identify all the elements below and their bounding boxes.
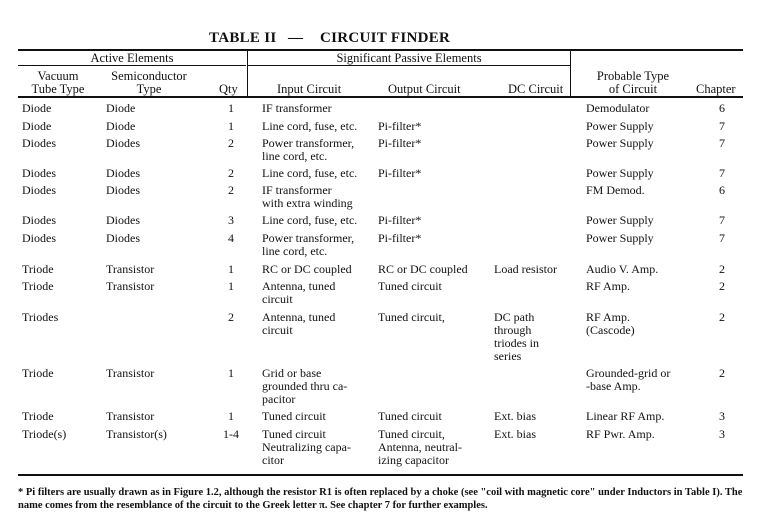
cell-chapter: 7 bbox=[719, 231, 725, 245]
cell-probable: Power Supply bbox=[586, 119, 654, 133]
cell-input: Tuned circuit bbox=[262, 409, 326, 423]
cell-output: Pi-filter* bbox=[378, 213, 422, 227]
cell-vacuum: Triode bbox=[22, 279, 54, 293]
table-number: TABLE II bbox=[209, 30, 277, 46]
cell-semi: Diodes bbox=[106, 231, 140, 245]
cell-output: Tuned circuit, bbox=[378, 310, 445, 324]
cell-dc: Load resistor bbox=[494, 262, 557, 276]
cell-probable: FM Demod. bbox=[586, 183, 645, 197]
cell-qty: 1 bbox=[228, 366, 234, 380]
cell-output: Tuned circuit bbox=[378, 409, 442, 423]
cell-vacuum: Diode bbox=[22, 119, 52, 133]
cell-vacuum: Diodes bbox=[22, 213, 56, 227]
cell-qty: 1 bbox=[228, 101, 234, 115]
cell-chapter: 3 bbox=[719, 409, 725, 423]
cell-chapter: 6 bbox=[719, 101, 725, 115]
cell-input: IF transformer bbox=[262, 101, 332, 115]
cell-qty: 2 bbox=[228, 136, 234, 150]
cell-output: Tuned circuit, Antenna, neutral- izing capacitor bbox=[378, 427, 462, 467]
cell-output: Tuned circuit bbox=[378, 279, 442, 293]
cell-output: RC or DC coupled bbox=[378, 262, 468, 276]
cell-chapter: 2 bbox=[719, 262, 725, 276]
col-output-circuit: Output Circuit bbox=[388, 82, 461, 96]
cell-qty: 2 bbox=[228, 310, 234, 324]
cell-probable: Power Supply bbox=[586, 136, 654, 150]
cell-vacuum: Diodes bbox=[22, 166, 56, 180]
cell-input: IF transformer with extra winding bbox=[262, 183, 353, 210]
passive-right-border bbox=[570, 50, 571, 96]
cell-qty: 1-4 bbox=[223, 427, 239, 441]
cell-qty: 2 bbox=[228, 166, 234, 180]
cell-semi: Transistor(s) bbox=[106, 427, 167, 441]
cell-output: Pi-filter* bbox=[378, 119, 422, 133]
cell-semi: Diode bbox=[106, 101, 136, 115]
cell-dc: Ext. bias bbox=[494, 409, 536, 423]
cell-semi: Diodes bbox=[106, 183, 140, 197]
cell-chapter: 6 bbox=[719, 183, 725, 197]
cell-chapter: 3 bbox=[719, 427, 725, 441]
cell-probable: Demodulator bbox=[586, 101, 650, 115]
cell-vacuum: Triodes bbox=[22, 310, 59, 324]
col-input-circuit: Input Circuit bbox=[277, 82, 342, 96]
cell-qty: 1 bbox=[228, 409, 234, 423]
cell-qty: 1 bbox=[228, 119, 234, 133]
cell-semi: Diodes bbox=[106, 136, 140, 150]
active-elements-header: Active Elements bbox=[90, 51, 174, 65]
cell-probable: Power Supply bbox=[586, 166, 654, 180]
cell-vacuum: Diode bbox=[22, 101, 52, 115]
table-bottom-rule bbox=[18, 474, 743, 476]
cell-semi: Transistor bbox=[106, 366, 155, 380]
passive-group-underline bbox=[248, 65, 570, 66]
cell-semi: Transistor bbox=[106, 409, 155, 423]
cell-vacuum: Triode bbox=[22, 366, 54, 380]
cell-input: Line cord, fuse, etc. bbox=[262, 213, 358, 227]
col-vacuum-tube: Vacuum Tube Type bbox=[31, 69, 85, 96]
cell-chapter: 2 bbox=[719, 310, 725, 324]
cell-input: Grid or base grounded thru ca- pacitor bbox=[262, 366, 348, 406]
cell-probable: Power Supply bbox=[586, 231, 654, 245]
cell-vacuum: Diodes bbox=[22, 136, 56, 150]
table-name: CIRCUIT FINDER bbox=[320, 30, 451, 46]
cell-chapter: 2 bbox=[719, 366, 725, 380]
title-dash: — bbox=[288, 30, 304, 46]
cell-chapter: 7 bbox=[719, 213, 725, 227]
cell-input: Antenna, tuned circuit bbox=[262, 279, 336, 306]
cell-input: Line cord, fuse, etc. bbox=[262, 119, 358, 133]
cell-semi: Transistor bbox=[106, 262, 155, 276]
cell-vacuum: Triode(s) bbox=[22, 427, 67, 441]
cell-input: Power transformer, line cord, etc. bbox=[262, 231, 355, 258]
cell-probable: RF Amp. bbox=[586, 279, 631, 293]
cell-output: Pi-filter* bbox=[378, 231, 422, 245]
cell-probable: RF Pwr. Amp. bbox=[586, 427, 655, 441]
col-qty: Qty bbox=[219, 82, 238, 96]
cell-dc: Ext. bias bbox=[494, 427, 536, 441]
cell-qty: 3 bbox=[228, 213, 234, 227]
cell-probable: Power Supply bbox=[586, 213, 654, 227]
cell-qty: 2 bbox=[228, 183, 234, 197]
cell-input: Antenna, tuned circuit bbox=[262, 310, 336, 337]
cell-probable: Audio V. Amp. bbox=[586, 262, 659, 276]
active-group-underline bbox=[18, 65, 246, 66]
cell-output: Pi-filter* bbox=[378, 136, 422, 150]
cell-input: Tuned circuit Neutralizing capa- citor bbox=[262, 427, 351, 467]
col-probable-type: Probable Type of Circuit bbox=[596, 69, 670, 96]
cell-dc: DC path through triodes in series bbox=[494, 310, 539, 363]
col-chapter: Chapter bbox=[696, 82, 736, 96]
cell-vacuum: Triode bbox=[22, 262, 54, 276]
cell-chapter: 7 bbox=[719, 166, 725, 180]
cell-probable: RF Amp. (Cascode) bbox=[586, 310, 635, 337]
cell-qty: 1 bbox=[228, 279, 234, 293]
cell-chapter: 7 bbox=[719, 136, 725, 150]
cell-input: RC or DC coupled bbox=[262, 262, 352, 276]
cell-semi: Diode bbox=[106, 119, 136, 133]
cell-vacuum: Diodes bbox=[22, 183, 56, 197]
col-semiconductor: Semiconductor Type bbox=[111, 69, 187, 96]
cell-chapter: 7 bbox=[719, 119, 725, 133]
col-dc-circuit: DC Circuit bbox=[508, 82, 564, 96]
cell-vacuum: Triode bbox=[22, 409, 54, 423]
cell-probable: Grounded-grid or -base Amp. bbox=[586, 366, 671, 393]
cell-input: Line cord, fuse, etc. bbox=[262, 166, 358, 180]
header-bottom-rule bbox=[18, 96, 743, 98]
cell-semi: Transistor bbox=[106, 279, 155, 293]
cell-input: Power transformer, line cord, etc. bbox=[262, 136, 355, 163]
cell-chapter: 2 bbox=[719, 279, 725, 293]
passive-elements-header: Significant Passive Elements bbox=[336, 51, 482, 65]
footnote: * Pi filters are usually drawn as in Figure 1.2, although the resistor R1 is often replaced by a choke (see "coil with magnetic core" under Inductors in Table I). The name comes from the resemblance of the circuit to the Greek letter π. See chapter 7 for further examples. bbox=[18, 487, 743, 511]
cell-qty: 4 bbox=[228, 231, 234, 245]
cell-output: Pi-filter* bbox=[378, 166, 422, 180]
cell-semi: Diodes bbox=[106, 213, 140, 227]
cell-qty: 1 bbox=[228, 262, 234, 276]
cell-semi: Diodes bbox=[106, 166, 140, 180]
cell-vacuum: Diodes bbox=[22, 231, 56, 245]
cell-probable: Linear RF Amp. bbox=[586, 409, 665, 423]
